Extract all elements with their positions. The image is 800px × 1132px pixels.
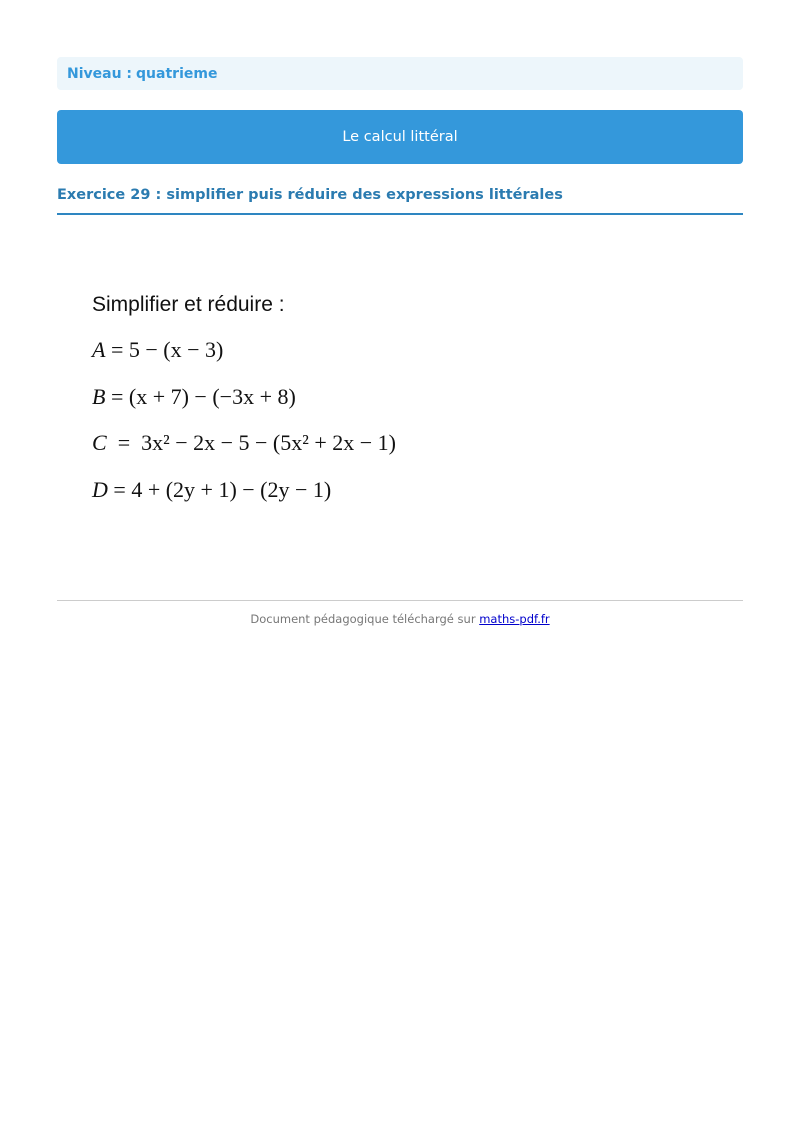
expression-a-rhs: 5 − (x − 3) bbox=[128, 337, 224, 362]
expression-d: D = 4 + (2y + 1) − (2y − 1) bbox=[92, 476, 332, 502]
expression-c-name: C bbox=[92, 430, 107, 455]
expression-a-name: A bbox=[92, 337, 106, 362]
exercise-body bbox=[92, 293, 743, 593]
expression-d-rhs: 4 + (2y + 1) − (2y − 1) bbox=[131, 476, 332, 502]
level-box bbox=[57, 57, 743, 90]
footer-divider bbox=[57, 600, 743, 601]
expression-b-rhs: (x + 7) − (−3x + 8) bbox=[128, 383, 296, 409]
level-value: quatrieme bbox=[136, 65, 218, 82]
expression-b-name: B bbox=[92, 383, 106, 409]
footer-link[interactable]: maths-pdf.fr bbox=[479, 612, 550, 626]
expression-c-rhs: 3x² − 2x − 5 − (5x² + 2x − 1) bbox=[141, 430, 396, 455]
footer-text: Document pédagogique téléchargé sur bbox=[250, 612, 476, 626]
exercise-title: Exercice 29 : simplifier puis réduire des expressions littérales bbox=[57, 186, 743, 215]
expression-d-name: D bbox=[92, 476, 108, 502]
expression-c: C = 3x² − 2x − 5 − (5x² + 2x − 1) bbox=[92, 430, 396, 455]
expression-a: A = 5 − (x − 3) bbox=[92, 337, 224, 362]
chapter-title: Le calcul littéral bbox=[342, 129, 458, 145]
chapter-banner bbox=[57, 110, 743, 164]
document-page bbox=[57, 57, 743, 593]
footer bbox=[57, 612, 743, 626]
expression-b: B = (x + 7) − (−3x + 8) bbox=[92, 383, 296, 409]
exercise-instruction: Simplifier et réduire : bbox=[92, 293, 285, 316]
level-label: Niveau : bbox=[67, 65, 133, 82]
